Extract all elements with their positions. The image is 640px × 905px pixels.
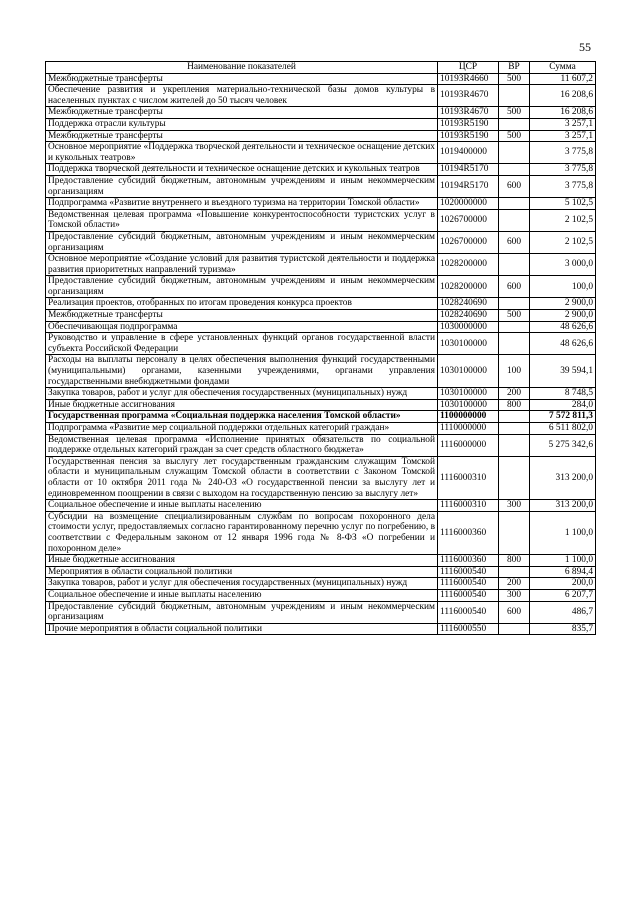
table-row [46, 164, 596, 176]
row-sum-cell: 5 102,5 [530, 198, 596, 210]
row-csr-cell: 1116000310 [438, 500, 499, 512]
row-sum-cell: 6 894,4 [530, 566, 596, 578]
row-name-cell: Поддержка отрасли культуры [46, 118, 438, 130]
row-sum-cell: 100,0 [530, 276, 596, 298]
row-name-cell: Ведомственная целевая программа «Исполнение принятых обязательств по социальной поддержке отдельных категорий граждан за счет средств областного бюджета» [46, 434, 438, 456]
row-vr-cell [499, 118, 530, 130]
row-csr-cell: 1116000000 [438, 434, 499, 456]
row-sum-cell: 5 275 342,6 [530, 434, 596, 456]
row-name-cell: Руководство и управление в сфере установленных функций органов государственной власти субъекта Российской Федерации [46, 333, 438, 355]
row-csr-cell: 1116000540 [438, 601, 499, 623]
row-sum-cell: 2 900,0 [530, 310, 596, 322]
row-sum-cell: 3 257,1 [530, 130, 596, 142]
row-name-cell: Реализация проектов, отобранных по итогам проведения конкурса проектов [46, 298, 438, 310]
row-vr-cell: 600 [499, 175, 530, 197]
table-row [46, 423, 596, 435]
row-sum-cell: 6 511 802,0 [530, 423, 596, 435]
row-name-cell: Межбюджетные трансферты [46, 310, 438, 322]
row-name-cell: Обеспечение развития и укрепления материально-технической базы домов культуры в населенных пунктах с числом жителей до 50 тысяч человек [46, 85, 438, 107]
row-csr-cell: 10194R5170 [438, 175, 499, 197]
row-vr-cell [499, 198, 530, 210]
table-row [46, 333, 596, 355]
row-vr-cell [499, 254, 530, 276]
table-row [46, 276, 596, 298]
row-csr-cell: 1100000000 [438, 411, 499, 423]
row-name-cell: Ведомственная целевая программа «Повышение конкурентоспособности туристских услуг в Томской области» [46, 209, 438, 231]
row-vr-cell: 600 [499, 276, 530, 298]
row-vr-cell: 600 [499, 601, 530, 623]
row-vr-cell: 500 [499, 107, 530, 119]
row-csr-cell: 1030100000 [438, 399, 499, 411]
row-csr-cell: 1116000310 [438, 456, 499, 499]
row-vr-cell [499, 164, 530, 176]
row-csr-cell: 1028200000 [438, 254, 499, 276]
row-csr-cell: 10194R5170 [438, 164, 499, 176]
table-row [46, 355, 596, 388]
row-name-cell: Мероприятия в области социальной политики [46, 566, 438, 578]
row-name-cell: Подпрограмма «Развитие внутреннего и въездного туризма на территории Томской области» [46, 198, 438, 210]
page-number: 55 [579, 40, 591, 54]
row-name-cell: Закупка товаров, работ и услуг для обеспечения государственных (муниципальных) нужд [46, 578, 438, 590]
row-sum-cell: 2 900,0 [530, 298, 596, 310]
row-name-cell: Обеспечивающая подпрограмма [46, 321, 438, 333]
row-csr-cell: 10193R4660 [438, 73, 499, 85]
table-row [46, 399, 596, 411]
row-sum-cell: 2 102,5 [530, 209, 596, 231]
table-row [46, 388, 596, 400]
row-name-cell: Межбюджетные трансферты [46, 130, 438, 142]
table-row [46, 434, 596, 456]
row-vr-cell: 200 [499, 388, 530, 400]
row-csr-cell: 1028200000 [438, 276, 499, 298]
row-csr-cell: 1030100000 [438, 388, 499, 400]
row-name-cell: Межбюджетные трансферты [46, 107, 438, 119]
row-csr-cell: 1030100000 [438, 355, 499, 388]
budget-table [45, 61, 596, 635]
row-name-cell: Государственная пенсия за выслугу лет государственным гражданским служащим Томской области и муниципальным служащим Томской области в соответствии с Законом Томской области от 10 октября 2011 года № 240-ОЗ «О государственной пенсии за выслугу лет и единовременном поощрении в связи с выходом на государственную пенсию за выслугу лет» [46, 456, 438, 499]
table-row [46, 254, 596, 276]
row-vr-cell [499, 423, 530, 435]
row-sum-cell: 16 208,6 [530, 85, 596, 107]
row-sum-cell: 7 572 811,3 [530, 411, 596, 423]
row-csr-cell: 1116000540 [438, 589, 499, 601]
header-sum: Сумма [530, 62, 596, 74]
header-csr: ЦСР [438, 62, 499, 74]
row-vr-cell: 100 [499, 355, 530, 388]
table-row [46, 601, 596, 623]
row-vr-cell [499, 85, 530, 107]
row-name-cell: Предоставление субсидий бюджетным, автономным учреждениям и иным некоммерческим организациям [46, 276, 438, 298]
row-csr-cell: 1030000000 [438, 321, 499, 333]
row-vr-cell: 300 [499, 589, 530, 601]
row-csr-cell: 1026700000 [438, 231, 499, 253]
row-vr-cell: 500 [499, 130, 530, 142]
row-csr-cell: 1116000540 [438, 566, 499, 578]
table-row [46, 231, 596, 253]
row-sum-cell: 313 200,0 [530, 500, 596, 512]
row-sum-cell: 1 100,0 [530, 555, 596, 567]
row-sum-cell: 835,7 [530, 623, 596, 635]
row-name-cell: Предоставление субсидий бюджетным, автономным учреждениям и иным некоммерческим организациям [46, 231, 438, 253]
table-row [46, 130, 596, 142]
row-csr-cell: 1028240690 [438, 310, 499, 322]
header-name: Наименование показателей [46, 62, 438, 74]
row-sum-cell: 1 100,0 [530, 511, 596, 554]
row-csr-cell: 10193R5190 [438, 118, 499, 130]
row-name-cell: Социальное обеспечение и иные выплаты населению [46, 500, 438, 512]
row-csr-cell: 1026700000 [438, 209, 499, 231]
row-name-cell: Подпрограмма «Развитие мер социальной поддержки отдельных категорий граждан» [46, 423, 438, 435]
row-sum-cell: 8 748,5 [530, 388, 596, 400]
row-name-cell: Основное мероприятие «Создание условий для развития туристской деятельности и поддержка развития приоритетных направлений туризма» [46, 254, 438, 276]
table-row [46, 85, 596, 107]
table-body [46, 73, 596, 635]
row-sum-cell: 48 626,6 [530, 333, 596, 355]
row-vr-cell: 600 [499, 231, 530, 253]
row-name-cell: Межбюджетные трансферты [46, 73, 438, 85]
row-name-cell: Прочие мероприятия в области социальной политики [46, 623, 438, 635]
row-vr-cell [499, 623, 530, 635]
row-csr-cell: 1020000000 [438, 198, 499, 210]
row-vr-cell: 800 [499, 555, 530, 567]
row-csr-cell: 1116000360 [438, 555, 499, 567]
row-sum-cell: 486,7 [530, 601, 596, 623]
row-sum-cell: 2 102,5 [530, 231, 596, 253]
row-sum-cell: 48 626,6 [530, 321, 596, 333]
table-row [46, 500, 596, 512]
row-sum-cell: 6 207,7 [530, 589, 596, 601]
row-sum-cell: 3 257,1 [530, 118, 596, 130]
row-vr-cell [499, 321, 530, 333]
table-row [46, 555, 596, 567]
row-vr-cell [499, 333, 530, 355]
row-csr-cell: 1116000550 [438, 623, 499, 635]
header-vr: ВР [499, 62, 530, 74]
row-vr-cell [499, 142, 530, 164]
row-sum-cell: 284,0 [530, 399, 596, 411]
table-row [46, 321, 596, 333]
row-vr-cell [499, 209, 530, 231]
row-name-cell: Поддержка творческой деятельности и техническое оснащение детских и кукольных театров [46, 164, 438, 176]
row-name-cell: Предоставление субсидий бюджетным, автономным учреждениям и иным некоммерческим организациям [46, 601, 438, 623]
table-row [46, 578, 596, 590]
row-csr-cell: 1019400000 [438, 142, 499, 164]
row-name-cell: Субсидии на возмещение специализированным службам по вопросам похоронного дела стоимости услуг, предоставляемых согласно гарантированному перечню услуг по погребению, в соответствии с Федеральным законом от 12 января 1996 года № 8-ФЗ «О погребении и похоронном деле» [46, 511, 438, 554]
table-row [46, 198, 596, 210]
row-csr-cell: 10193R4670 [438, 107, 499, 119]
table-row [46, 175, 596, 197]
row-sum-cell: 3 775,8 [530, 142, 596, 164]
row-csr-cell: 1116000360 [438, 511, 499, 554]
row-vr-cell: 500 [499, 310, 530, 322]
row-vr-cell [499, 298, 530, 310]
row-vr-cell [499, 511, 530, 554]
row-name-cell: Расходы на выплаты персоналу в целях обеспечения выполнения функций государственными (муниципальными) органами, казенными учреждениями, органами управления государственными внебюджетными фондами [46, 355, 438, 388]
table-row [46, 142, 596, 164]
row-vr-cell [499, 411, 530, 423]
table-row [46, 589, 596, 601]
row-vr-cell: 200 [499, 578, 530, 590]
row-vr-cell [499, 566, 530, 578]
row-sum-cell: 16 208,6 [530, 107, 596, 119]
row-sum-cell: 3 000,0 [530, 254, 596, 276]
table-row [46, 456, 596, 499]
table-row [46, 511, 596, 554]
row-name-cell: Закупка товаров, работ и услуг для обеспечения государственных (муниципальных) нужд [46, 388, 438, 400]
row-sum-cell: 313 200,0 [530, 456, 596, 499]
table-row [46, 566, 596, 578]
row-name-cell: Государственная программа «Социальная поддержка населения Томской области» [46, 411, 438, 423]
table-row [46, 107, 596, 119]
row-sum-cell: 3 775,8 [530, 175, 596, 197]
table-row [46, 118, 596, 130]
row-name-cell: Иные бюджетные ассигнования [46, 399, 438, 411]
row-sum-cell: 3 775,8 [530, 164, 596, 176]
table-row [46, 411, 596, 423]
table-header-row [46, 62, 596, 74]
row-csr-cell: 1028240690 [438, 298, 499, 310]
table-row [46, 298, 596, 310]
row-sum-cell: 39 594,1 [530, 355, 596, 388]
table-row [46, 209, 596, 231]
row-name-cell: Предоставление субсидий бюджетным, автономным учреждениям и иным некоммерческим организациям [46, 175, 438, 197]
row-sum-cell: 11 607,2 [530, 73, 596, 85]
row-name-cell: Иные бюджетные ассигнования [46, 555, 438, 567]
row-csr-cell: 10193R4670 [438, 85, 499, 107]
row-csr-cell: 10193R5190 [438, 130, 499, 142]
row-vr-cell [499, 434, 530, 456]
row-name-cell: Основное мероприятие «Поддержка творческой деятельности и техническое оснащение детских и кукольных театров» [46, 142, 438, 164]
row-vr-cell [499, 456, 530, 499]
table-row [46, 73, 596, 85]
row-sum-cell: 200,0 [530, 578, 596, 590]
row-csr-cell: 1030100000 [438, 333, 499, 355]
row-vr-cell: 800 [499, 399, 530, 411]
row-vr-cell: 500 [499, 73, 530, 85]
table-row [46, 623, 596, 635]
row-name-cell: Социальное обеспечение и иные выплаты населению [46, 589, 438, 601]
row-csr-cell: 1110000000 [438, 423, 499, 435]
row-csr-cell: 1116000540 [438, 578, 499, 590]
table-row [46, 310, 596, 322]
row-vr-cell: 300 [499, 500, 530, 512]
